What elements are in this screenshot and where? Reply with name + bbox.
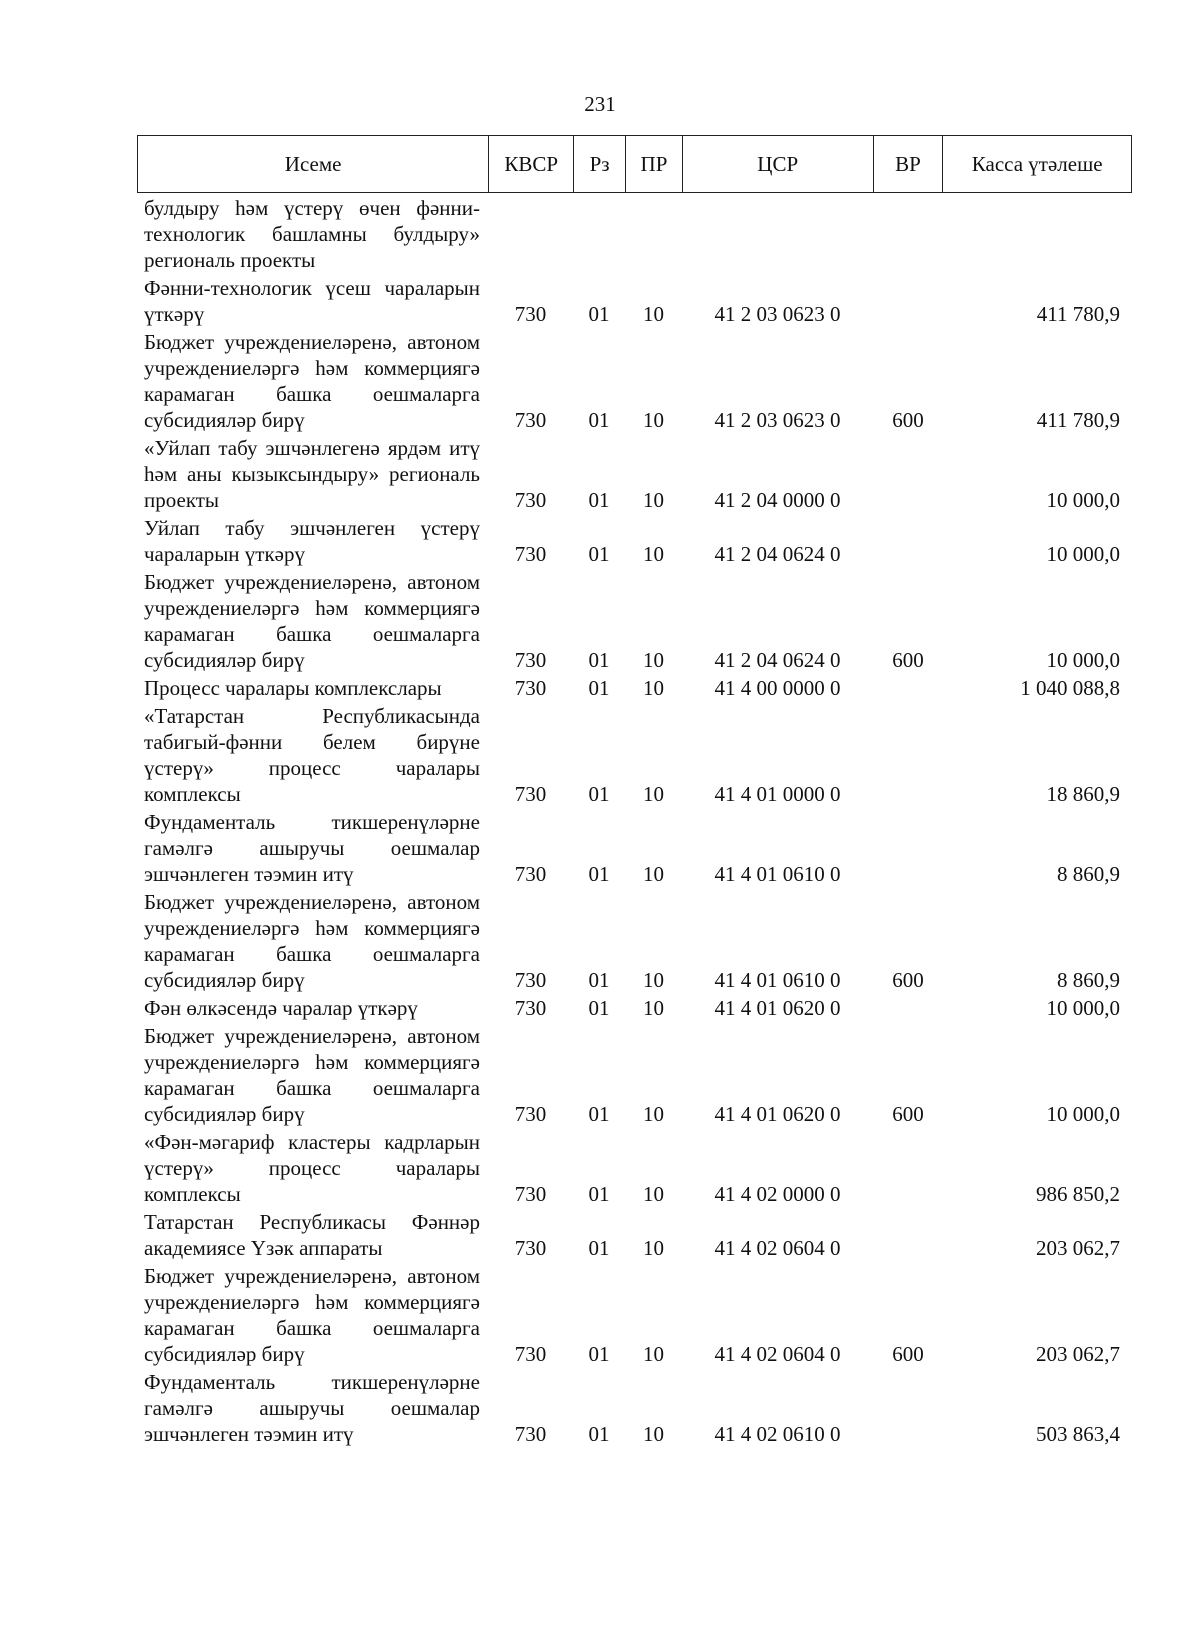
table-row (137, 1209, 1132, 1261)
table-row (137, 195, 1132, 273)
cell-kassa: 10 000,0 (1046, 542, 1120, 566)
cell-kvsr: 730 (514, 488, 547, 512)
cell-rz: 01 (588, 1182, 610, 1206)
cell-kvsr: 730 (514, 1236, 547, 1260)
table-row (137, 995, 1132, 1021)
cell-kassa: 203 062,7 (1036, 1342, 1120, 1366)
cell-rz: 01 (588, 1342, 610, 1366)
cell-kvsr: 730 (514, 408, 547, 432)
cell-name: Бюджет учреждениеләренә, автоном учреждениеләргә һәм коммерциягә карамаган башка оешмаларга субсидияләр бирү (144, 330, 480, 432)
cell-pr: 10 (643, 1342, 664, 1366)
cell-rz: 01 (588, 996, 610, 1020)
cell-pr: 10 (643, 782, 664, 806)
cell-name: Татарстан Республикасы Фәннәр академиясе Үзәк аппараты (144, 1210, 480, 1260)
table-row (137, 809, 1132, 887)
cell-kassa: 10 000,0 (1046, 1102, 1120, 1126)
table-row (137, 703, 1132, 807)
table-header (137, 135, 1132, 193)
header-kassa: Касса үтәлеше (942, 136, 1131, 192)
table-row (137, 889, 1132, 993)
cell-kvsr: 730 (514, 968, 547, 992)
cell-rz: 01 (588, 648, 610, 672)
cell-name: Уйлап табу эшчәнлеген үстерү чараларын үткәрү (144, 516, 480, 566)
cell-name: Бюджет учреждениеләренә, автоном учреждениеләргә һәм коммерциягә карамаган башка оешмаларга субсидияләр бирү (144, 1264, 480, 1366)
cell-name: Фундаменталь тикшеренүләрне гамәлгә ашыручы оешмалар эшчәнлеген тәэмин итү (144, 1370, 480, 1446)
cell-pr: 10 (643, 1422, 664, 1446)
cell-kassa: 411 780,9 (1036, 408, 1120, 432)
table-row (137, 515, 1132, 567)
header-vr: ВР (873, 136, 943, 192)
header-name: Исеме (284, 152, 342, 176)
header-csr: ЦСР (682, 136, 873, 192)
cell-pr: 10 (643, 648, 664, 672)
cell-pr: 10 (643, 1236, 664, 1260)
cell-rz: 01 (588, 676, 610, 700)
table-body (137, 195, 1132, 1447)
cell-pr: 10 (643, 1182, 664, 1206)
cell-csr: 41 4 01 0610 0 (714, 862, 841, 886)
cell-csr: 41 4 02 0604 0 (714, 1342, 841, 1366)
cell-name: булдыру һәм үстерү өчен фәнни-технологик башламны булдыру» региональ проекты (144, 196, 480, 272)
cell-name: «Уйлап табу эшчәнлегенә ярдәм итү һәм аны кызыксындыру» региональ проекты (144, 436, 480, 512)
cell-csr: 41 2 03 0623 0 (714, 408, 841, 432)
cell-rz: 01 (588, 782, 610, 806)
cell-kvsr: 730 (514, 782, 547, 806)
cell-csr: 41 2 04 0624 0 (714, 648, 841, 672)
cell-kassa: 10 000,0 (1046, 996, 1120, 1020)
cell-vr: 600 (892, 1102, 924, 1126)
cell-rz: 01 (588, 408, 610, 432)
cell-pr: 10 (643, 488, 664, 512)
cell-csr: 41 4 02 0610 0 (714, 1422, 841, 1446)
cell-kassa: 18 860,9 (1046, 782, 1120, 806)
cell-kassa: 10 000,0 (1046, 488, 1120, 512)
table-row (137, 275, 1132, 327)
cell-rz: 01 (588, 862, 610, 886)
page-number: 231 (584, 92, 616, 116)
cell-vr: 600 (892, 968, 924, 992)
cell-pr: 10 (643, 542, 664, 566)
cell-csr: 41 4 01 0000 0 (714, 782, 841, 806)
cell-name: Фән өлкәсендә чаралар үткәрү (144, 996, 418, 1020)
cell-rz: 01 (588, 1102, 610, 1126)
header-rz: Рз (573, 136, 625, 192)
cell-pr: 10 (643, 302, 664, 326)
cell-csr: 41 4 02 0604 0 (714, 1236, 841, 1260)
cell-csr: 41 2 04 0624 0 (714, 542, 841, 566)
cell-kassa: 10 000,0 (1046, 648, 1120, 672)
cell-name: «Татарстан Республикасында табигый-фәнни белем бирүне үстерү» процесс чаралары комплексы (144, 704, 480, 806)
cell-kassa: 1 040 088,8 (1020, 676, 1120, 700)
cell-csr: 41 2 03 0623 0 (714, 302, 841, 326)
cell-rz: 01 (588, 1236, 610, 1260)
table-row (137, 1023, 1132, 1127)
cell-kvsr: 730 (514, 542, 547, 566)
cell-kvsr: 730 (514, 862, 547, 886)
cell-kvsr: 730 (514, 1102, 547, 1126)
cell-vr: 600 (892, 408, 924, 432)
cell-kvsr: 730 (514, 1422, 547, 1446)
table-row (137, 569, 1132, 673)
table-row (137, 675, 1132, 701)
cell-name: Процесс чаралары комплекслары (144, 676, 442, 700)
cell-kassa: 411 780,9 (1036, 302, 1120, 326)
cell-kassa: 203 062,7 (1036, 1236, 1120, 1260)
cell-name: Бюджет учреждениеләренә, автоном учреждениеләргә һәм коммерциягә карамаган башка оешмаларга субсидияләр бирү (144, 1024, 480, 1126)
cell-name: Бюджет учреждениеләренә, автоном учреждениеләргә һәм коммерциягә карамаган башка оешмаларга субсидияләр бирү (144, 570, 480, 672)
cell-kassa: 503 863,4 (1036, 1422, 1120, 1446)
cell-name: «Фән-мәгариф кластеры кадрларын үстерү» процесс чаралары комплексы (144, 1130, 480, 1206)
cell-rz: 01 (588, 302, 610, 326)
cell-kvsr: 730 (514, 676, 547, 700)
cell-csr: 41 4 01 0620 0 (714, 996, 841, 1020)
header-pr: ПР (625, 136, 682, 192)
budget-table (137, 135, 1132, 1447)
header-kvsr: КВСР (488, 136, 573, 192)
cell-kvsr: 730 (514, 648, 547, 672)
cell-rz: 01 (588, 488, 610, 512)
cell-rz: 01 (588, 1422, 610, 1446)
cell-csr: 41 4 02 0000 0 (714, 1182, 841, 1206)
cell-pr: 10 (643, 862, 664, 886)
table-row (137, 435, 1132, 513)
cell-name: Фундаменталь тикшеренүләрне гамәлгә ашыручы оешмалар эшчәнлеген тәэмин итү (144, 810, 480, 886)
cell-kvsr: 730 (514, 302, 547, 326)
cell-pr: 10 (643, 996, 664, 1020)
cell-vr: 600 (892, 1342, 924, 1366)
cell-rz: 01 (588, 542, 610, 566)
cell-csr: 41 4 01 0610 0 (714, 968, 841, 992)
cell-csr: 41 4 00 0000 0 (714, 676, 841, 700)
cell-csr: 41 4 01 0620 0 (714, 1102, 841, 1126)
table-row (137, 329, 1132, 433)
cell-kvsr: 730 (514, 1182, 547, 1206)
cell-kassa: 986 850,2 (1036, 1182, 1120, 1206)
cell-pr: 10 (643, 968, 664, 992)
cell-pr: 10 (643, 1102, 664, 1126)
cell-kvsr: 730 (514, 996, 547, 1020)
table-row (137, 1369, 1132, 1447)
cell-pr: 10 (643, 676, 664, 700)
table-row (137, 1263, 1132, 1367)
cell-pr: 10 (643, 408, 664, 432)
cell-kassa: 8 860,9 (1057, 968, 1120, 992)
cell-name: Бюджет учреждениеләренә, автоном учреждениеләргә һәм коммерциягә карамаган башка оешмаларга субсидияләр бирү (144, 890, 480, 992)
cell-vr: 600 (892, 648, 924, 672)
cell-rz: 01 (588, 968, 610, 992)
cell-kvsr: 730 (514, 1342, 547, 1366)
table-row (137, 1129, 1132, 1207)
cell-kassa: 8 860,9 (1057, 862, 1120, 886)
cell-name: Фәнни-технологик үсеш чараларын үткәрү (144, 276, 480, 326)
cell-csr: 41 2 04 0000 0 (714, 488, 841, 512)
